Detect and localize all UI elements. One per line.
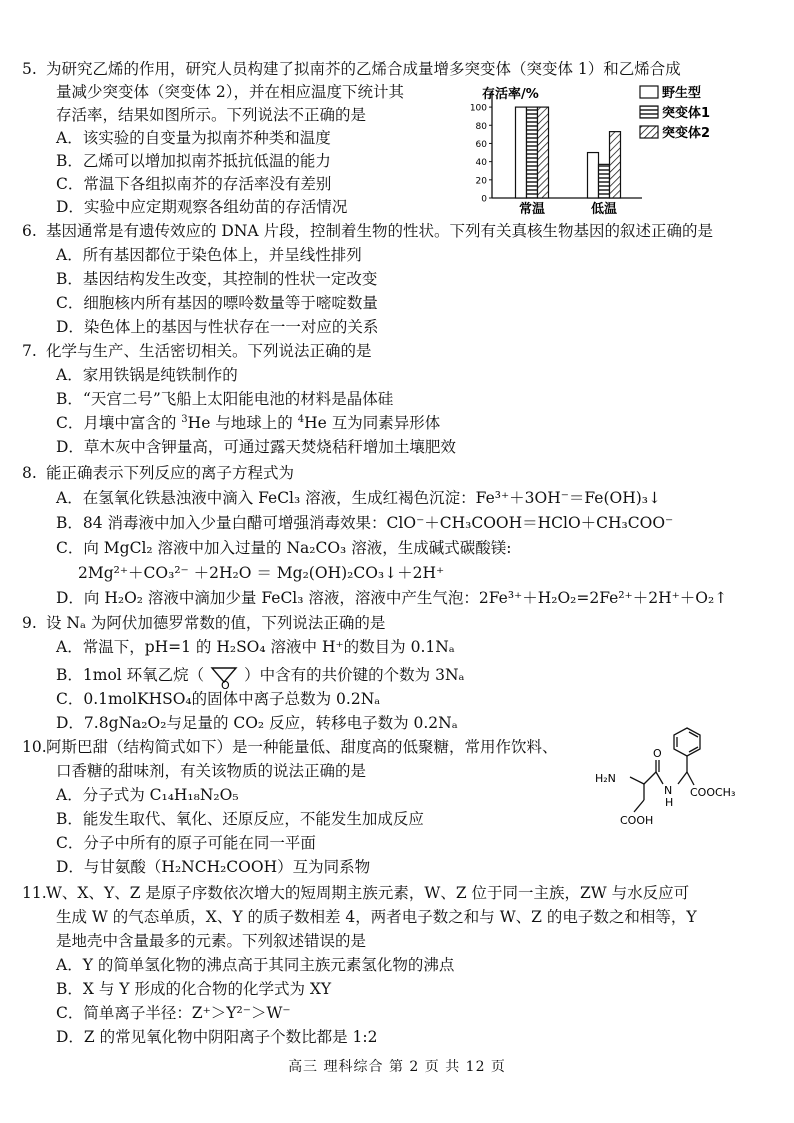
q10-option-d: D．与甘氨酸（H₂NCH₂COOH）互为同系物 <box>56 858 371 876</box>
q8-number: 8. <box>22 464 37 482</box>
bar-突变体2-低温 <box>610 132 621 198</box>
bar-突变体1-常温 <box>527 107 538 198</box>
legend-swatch <box>640 86 658 98</box>
y-tick-label: 100 <box>469 103 487 114</box>
y-tick-label: 40 <box>475 158 487 169</box>
y-tick-label: 60 <box>475 139 487 150</box>
carbonyl-oxygen-label: O <box>653 747 662 760</box>
legend-swatch <box>640 106 658 118</box>
x-category-label: 常温 <box>518 202 546 217</box>
q9-stem: 设 Nₐ 为阿伏加德罗常数的值，下列说法正确的是 <box>46 614 386 632</box>
q8-stem: 能正确表示下列反应的离子方程式为 <box>46 464 295 482</box>
legend-label: 野生型 <box>662 86 702 101</box>
q7-stem: 化学与生产、生活密切相关。下列说法正确的是 <box>46 342 372 360</box>
q9-option-c: C．0.1molKHSO₄的固体中离子总数为 0.2Nₐ <box>56 690 381 708</box>
q5-option-d: D．实验中应定期观察各组幼苗的存活情况 <box>56 198 348 216</box>
bar-野生型-低温 <box>588 153 599 198</box>
bar-突变体2-常温 <box>538 107 549 198</box>
q7-option-b: B．“天宫二号”飞船上太阳能电池的材料是晶体硅 <box>56 390 394 408</box>
q5-option-c: C．常温下各组拟南芥的存活率没有差别 <box>56 175 332 193</box>
aspartame-structure-diagram <box>590 722 770 834</box>
y-axis-label: 存活率/% <box>482 87 539 102</box>
q10-option-c: C．分子中所有的原子可能在同一平面 <box>56 834 316 852</box>
ester-group-label: COOCH₃ <box>690 786 736 799</box>
y-tick-label: 0 <box>481 194 487 205</box>
q11-stem-line3: 是地壳中含量最多的元素。下列叙述错误的是 <box>56 932 367 950</box>
q8-option-c: C．向 MgCl₂ 溶液中加入过量的 Na₂CO₃ 溶液，生成碱式碳酸镁: <box>56 539 512 557</box>
legend-label: 突变体2 <box>662 126 711 141</box>
q9-option-a: A．常温下，pH=1 的 H₂SO₄ 溶液中 H⁺的数目为 0.1Nₐ <box>56 638 455 656</box>
page-footer: 高三 理科综合 第 2 页 共 12 页 <box>288 1059 506 1075</box>
q7-option-a: A．家用铁锅是纯铁制作的 <box>56 366 238 384</box>
x-category-label: 低温 <box>590 202 618 217</box>
q7-number: 7. <box>22 342 37 360</box>
amide-hydrogen-label: H <box>665 796 674 809</box>
y-tick-label: 20 <box>475 176 487 187</box>
q10-option-a: A．分子式为 C₁₄H₁₈N₂O₅ <box>56 786 239 804</box>
q11-option-d: D．Z 的常见氧化物中阴阳离子个数比都是 1:2 <box>56 1028 378 1046</box>
q5-number: 5. <box>22 60 37 78</box>
q10-stem-line1: 阿斯巴甜（结构简式如下）是一种能量低、甜度高的低聚糖，常用作饮料、 <box>46 738 558 756</box>
ethylene-oxide-ring-icon <box>204 662 244 690</box>
bar-野生型-常温 <box>516 107 527 198</box>
q10-stem-line2: 口香糖的甜味剂，有关该物质的说法正确的是 <box>56 762 367 780</box>
svg-text:O: O <box>221 679 230 690</box>
q7-option-d: D．草木灰中含钾量高，可通过露天焚烧秸秆增加土壤肥效 <box>56 438 456 456</box>
q6-stem: 基因通常是有遗传效应的 DNA 片段，控制着生物的性状。下列有关真核生物基因的叙述正确的是 <box>46 222 714 240</box>
q8-option-c-equation: 2Mg²⁺＋CO₃²⁻ ＋2H₂O ＝ Mg₂(OH)₂CO₃↓＋2H⁺ <box>78 564 445 582</box>
q5-stem-line3: 存活率，结果如图所示。下列说法不正确的是 <box>56 106 367 124</box>
q5-stem-line1: 为研究乙烯的作用，研究人员构建了拟南芥的乙烯合成量增多突变体（突变体 1）和乙烯合成 <box>46 60 681 78</box>
q8-option-a: A．在氢氧化铁悬浊液中滴入 FeCl₃ 溶液，生成红褐色沉淀：Fe³⁺＋3OH⁻＝Fe(OH)₃↓ <box>56 489 662 507</box>
q11-option-b: B．X 与 Y 形成的化合物的化学式为 XY <box>56 980 332 998</box>
q6-option-c: C．细胞核内所有基因的嘌呤数量等于嘧啶数量 <box>56 294 378 312</box>
q6-option-b: B．基因结构发生改变，其控制的性状一定改变 <box>56 270 378 288</box>
q11-number: 11. <box>22 884 47 902</box>
q11-stem-line1: W、X、Y、Z 是原子序数依次增大的短周期主族元素，W、Z 位于同一主族，ZW 与水反应可 <box>46 884 690 902</box>
q6-number: 6. <box>22 222 37 240</box>
q5-stem-line2: 量减少突变体（突变体 2），并在相应温度下统计其 <box>56 83 405 101</box>
y-tick-label: 80 <box>475 121 487 132</box>
q8-option-b: B．84 消毒液中加入少量白醋可增强消毒效果：ClO⁻＋CH₃COOH＝HClO＋CH₃COO⁻ <box>56 514 674 532</box>
q7-option-c: C．月壤中富含的 $^3$He 与地球上的 $^4$He 互为同素异形体 <box>56 413 441 432</box>
legend-label: 突变体1 <box>662 106 711 121</box>
carboxyl-group-label: COOH <box>620 814 654 827</box>
q9-option-d: D．7.8gNa₂O₂与足量的 CO₂ 反应，转移电子数为 0.2Nₐ <box>56 714 458 732</box>
q10-number: 10. <box>22 738 47 756</box>
q6-option-d: D．染色体上的基因与性状存在一一对应的关系 <box>56 318 379 336</box>
q9-option-b: B．1mol 环氧乙烷（ O ）中含有的共价键的个数为 3Nₐ <box>56 662 465 690</box>
q5-option-a: A．该实验的自变量为拟南芥种类和温度 <box>56 129 331 147</box>
q11-stem-line2: 生成 W 的气态单质，X、Y 的质子数相差 4，两者电子数之和与 W、Z 的电子数之和相等，Y <box>56 908 697 926</box>
q8-option-d: D．向 H₂O₂ 溶液中滴加少量 FeCl₃ 溶液，溶液中产生气泡：2Fe³⁺＋H₂O₂=2Fe²⁺＋2H⁺＋O₂↑ <box>56 589 728 607</box>
amide-nitrogen-label: N <box>664 784 673 797</box>
amine-label: H₂N <box>595 772 616 785</box>
q10-option-b: B．能发生取代、氧化、还原反应，不能发生加成反应 <box>56 810 424 828</box>
q11-option-a: A．Y 的简单氢化物的沸点高于其同主族元素氢化物的沸点 <box>56 956 455 974</box>
survival-rate-bar-chart <box>440 80 740 220</box>
q5-option-b: B．乙烯可以增加拟南芥抵抗低温的能力 <box>56 152 331 170</box>
q11-option-c: C．简单离子半径：Z⁺＞Y²⁻＞W⁻ <box>56 1004 291 1022</box>
legend-swatch <box>640 126 658 138</box>
q9-number: 9. <box>22 614 37 632</box>
q6-option-a: A．所有基因都位于染色体上，并呈线性排列 <box>56 246 362 264</box>
bar-突变体1-低温 <box>599 164 610 198</box>
